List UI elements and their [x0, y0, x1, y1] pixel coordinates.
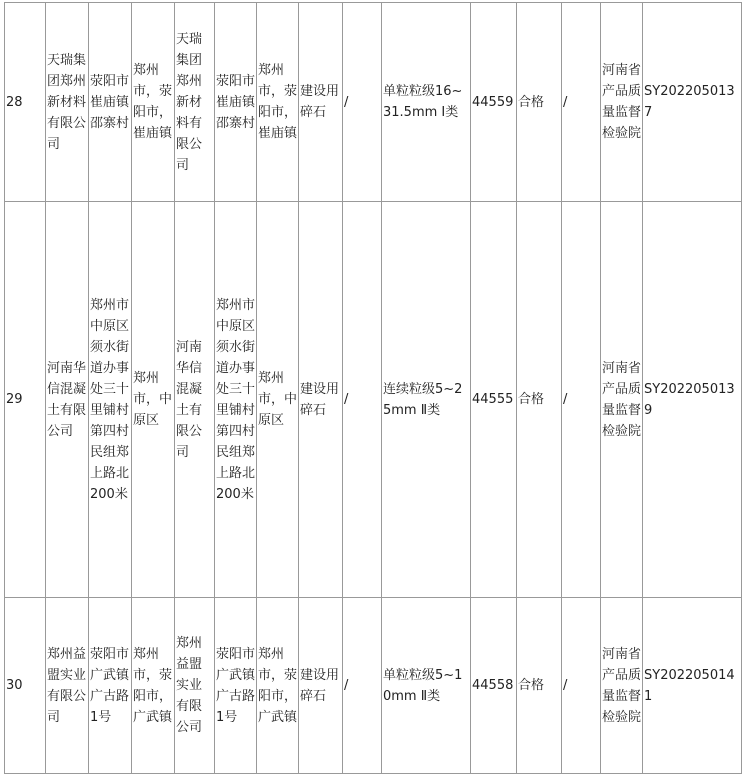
sampling-results-table [4, 2, 742, 774]
cell-sampled-unit-region: 郑州市，荥阳市，广武镇 [257, 598, 299, 774]
table-row [5, 202, 742, 598]
cell-producer-name: 郑州益盟实业有限公司 [46, 598, 89, 774]
cell-producer-region: 郑州市，中原区 [132, 202, 175, 598]
cell-producer-region: 郑州市，荥阳市，崔庙镇 [132, 3, 175, 202]
cell-trademark: / [343, 598, 382, 774]
cell-result: 合格 [517, 3, 562, 202]
table-row [5, 3, 742, 202]
cell-producer-region: 郑州市，荥阳市，广武镇 [132, 598, 175, 774]
cell-no: 28 [5, 3, 46, 202]
table-row [5, 598, 742, 774]
cell-inspection-agency: 河南省产品质量监督检验院 [601, 3, 643, 202]
cell-report-no: SY2022050141 [643, 598, 742, 774]
cell-spec: 单粒粒级16~31.5mm Ⅰ类 [382, 3, 471, 202]
cell-report-no: SY2022050139 [643, 202, 742, 598]
cell-product: 建设用碎石 [299, 3, 343, 202]
cell-result: 合格 [517, 202, 562, 598]
cell-sampled-unit-address: 荥阳市崔庙镇邵寨村 [215, 3, 257, 202]
cell-spec: 连续粒级5~25mm Ⅱ类 [382, 202, 471, 598]
cell-no: 30 [5, 598, 46, 774]
cell-producer-address: 荥阳市广武镇广古路1号 [89, 598, 132, 774]
cell-date: 44558 [471, 598, 517, 774]
cell-product: 建设用碎石 [299, 598, 343, 774]
cell-sampled-unit-name: 郑州益盟实业有限公司 [175, 598, 215, 774]
cell-date: 44555 [471, 202, 517, 598]
cell-date: 44559 [471, 3, 517, 202]
cell-sampled-unit-name: 天瑞集团郑州新材料有限公司 [175, 3, 215, 202]
cell-inspection-agency: 河南省产品质量监督检验院 [601, 202, 643, 598]
cell-report-no: SY2022050137 [643, 3, 742, 202]
cell-inspection-agency: 河南省产品质量监督检验院 [601, 598, 643, 774]
cell-sampled-unit-region: 郑州市，中原区 [257, 202, 299, 598]
cell-main-issue: / [562, 202, 601, 598]
cell-producer-name: 河南华信混凝土有限公司 [46, 202, 89, 598]
cell-sampled-unit-address: 郑州市中原区须水街道办事处三十里铺村第四村民组郑上路北200米 [215, 202, 257, 598]
cell-result: 合格 [517, 598, 562, 774]
cell-trademark: / [343, 3, 382, 202]
cell-main-issue: / [562, 3, 601, 202]
cell-producer-address: 郑州市中原区须水街道办事处三十里铺村第四村民组郑上路北200米 [89, 202, 132, 598]
cell-product: 建设用碎石 [299, 202, 343, 598]
cell-trademark: / [343, 202, 382, 598]
cell-main-issue: / [562, 598, 601, 774]
cell-no: 29 [5, 202, 46, 598]
cell-sampled-unit-address: 荥阳市广武镇广古路1号 [215, 598, 257, 774]
cell-producer-name: 天瑞集团郑州新材料有限公司 [46, 3, 89, 202]
cell-sampled-unit-name: 河南华信混凝土有限公司 [175, 202, 215, 598]
cell-sampled-unit-region: 郑州市，荥阳市，崔庙镇 [257, 3, 299, 202]
cell-spec: 单粒粒级5~10mm Ⅱ类 [382, 598, 471, 774]
cell-producer-address: 荥阳市崔庙镇邵寨村 [89, 3, 132, 202]
